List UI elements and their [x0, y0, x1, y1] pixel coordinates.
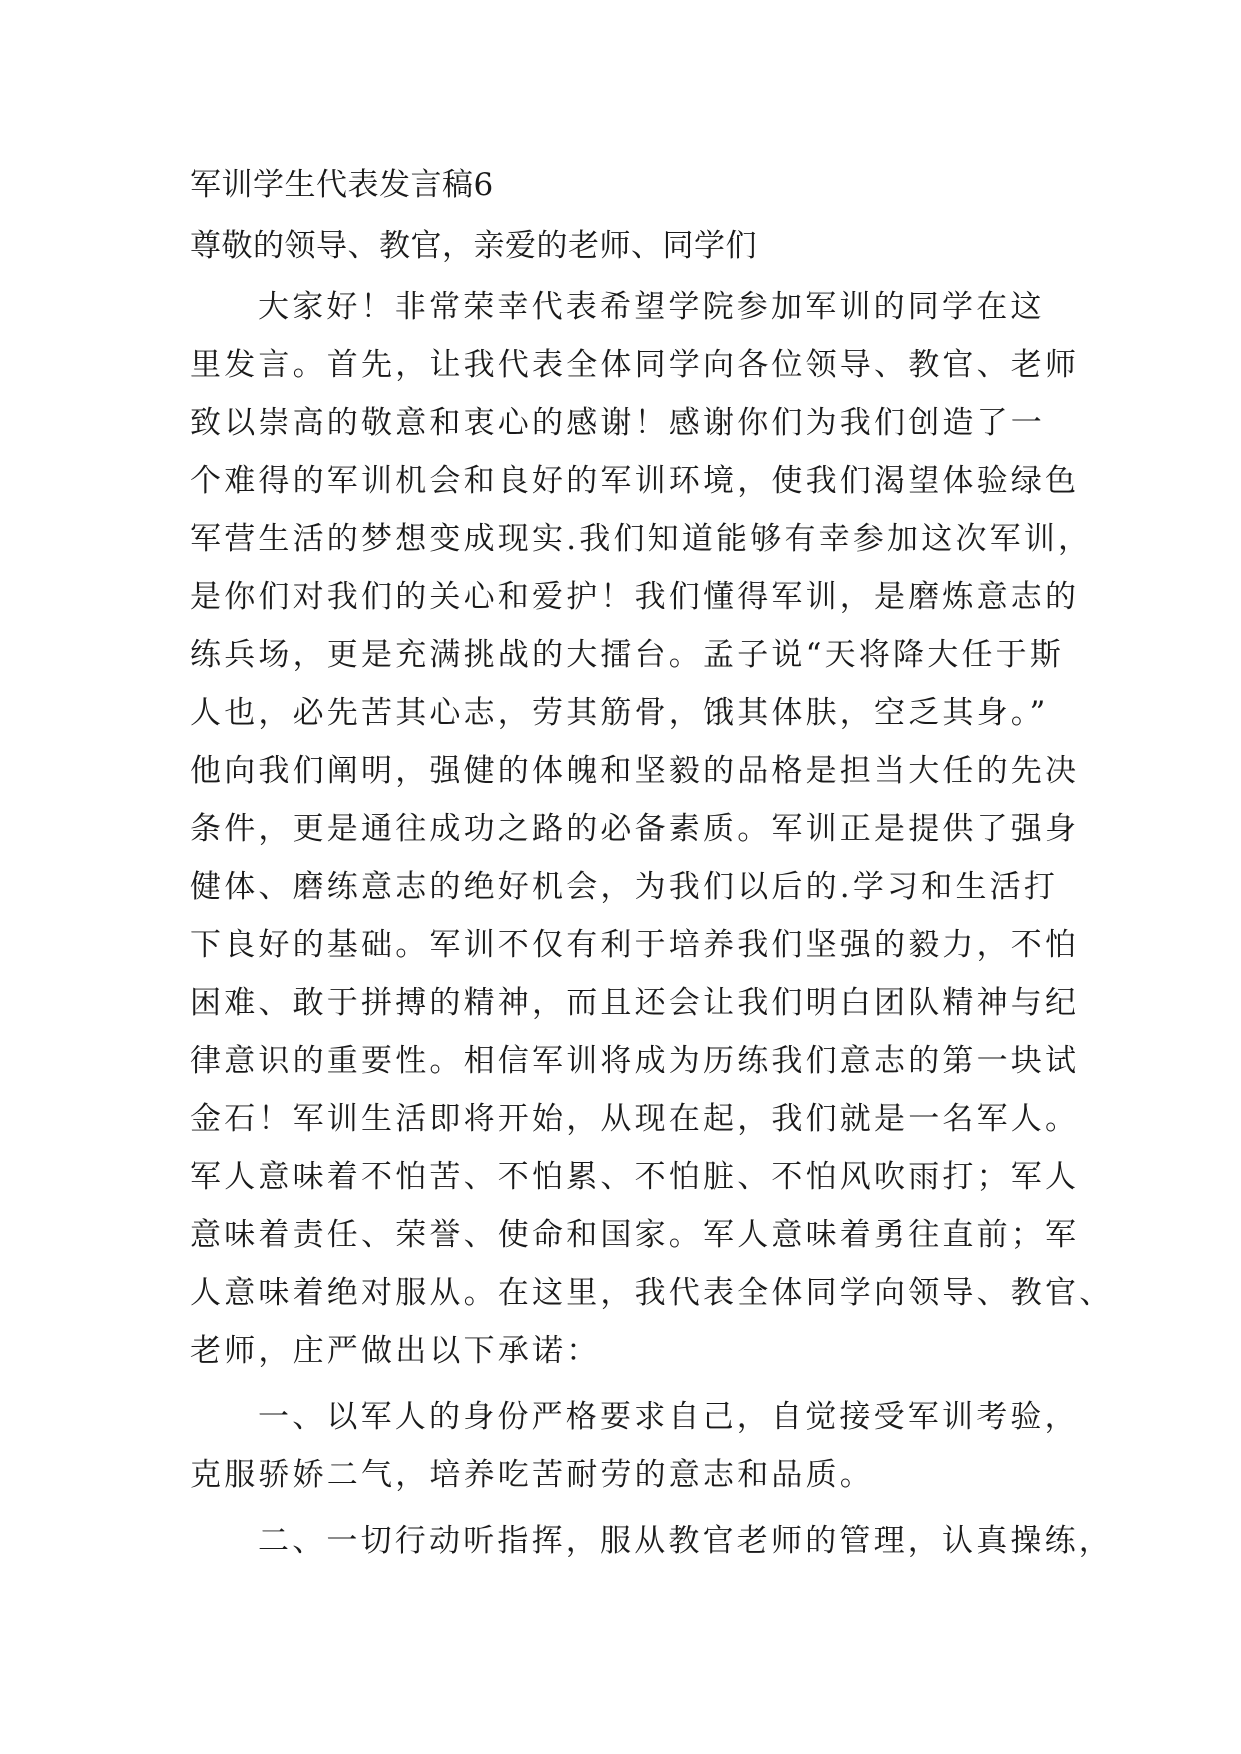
paragraph-line: 老师，庄严做出以下承诺： [190, 1333, 601, 1369]
salutation: 尊敬的领导、教官，亲爱的老师、同学们 [190, 228, 757, 264]
pledge-item-1: 一、以军人的身份严格要求自己，自觉接受军训考验， [258, 1399, 1079, 1435]
paragraph-line: 个难得的军训机会和良好的军训环境，使我们渴望体验绿色 [190, 463, 1080, 499]
paragraph-line: 克服骄娇二气，培养吃苦耐劳的意志和品质。 [190, 1457, 874, 1493]
paragraph-line: 困难、敢于拼搏的精神，而且还会让我们明白团队精神与纪 [190, 985, 1080, 1021]
pledge-item-2: 二、一切行动听指挥，服从教官老师的管理，认真操练， [258, 1523, 1113, 1559]
paragraph-line: 律意识的重要性。相信军训将成为历练我们意志的第一块试 [190, 1043, 1080, 1079]
paragraph-line: 是你们对我们的关心和爱护！我们懂得军训，是磨炼意志的 [190, 579, 1080, 615]
paragraph-line: 练兵场，更是充满挑战的大擂台。孟子说“天将降大任于斯 [190, 637, 1065, 673]
paragraph-line: 军人意味着不怕苦、不怕累、不怕脏、不怕风吹雨打；军人 [190, 1159, 1080, 1195]
paragraph-line: 健体、磨练意志的绝好机会，为我们以后的.学习和生活打 [190, 869, 1059, 905]
paragraph-line: 金石！军训生活即将开始，从现在起，我们就是一名军人。 [190, 1101, 1080, 1137]
paragraph-line: 人意味着绝对服从。在这里，我代表全体同学向领导、教官、 [190, 1275, 1114, 1311]
paragraph-line: 他向我们阐明，强健的体魄和坚毅的品格是担当大任的先决 [190, 753, 1080, 789]
paragraph-line: 条件，更是通往成功之路的必备素质。军训正是提供了强身 [190, 811, 1080, 847]
paragraph-line: 下良好的基础。军训不仅有利于培养我们坚强的毅力，不怕 [190, 927, 1080, 963]
paragraph-line: 人也，必先苦其心志，劳其筋骨，饿其体肤，空乏其身。” [190, 695, 1049, 731]
paragraph-line: 致以崇高的敬意和衷心的感谢！感谢你们为我们创造了一 [190, 405, 1045, 441]
document-title: 军训学生代表发言稿6 [190, 167, 494, 203]
paragraph-line: 意味着责任、荣誉、使命和国家。军人意味着勇往直前；军 [190, 1217, 1080, 1253]
paragraph-line: 里发言。首先，让我代表全体同学向各位领导、教官、老师 [190, 347, 1080, 383]
paragraph-line: 军营生活的梦想变成现实.我们知道能够有幸参加这次军训， [190, 521, 1093, 557]
paragraph-line: 大家好！非常荣幸代表希望学院参加军训的同学在这 [258, 289, 1045, 325]
